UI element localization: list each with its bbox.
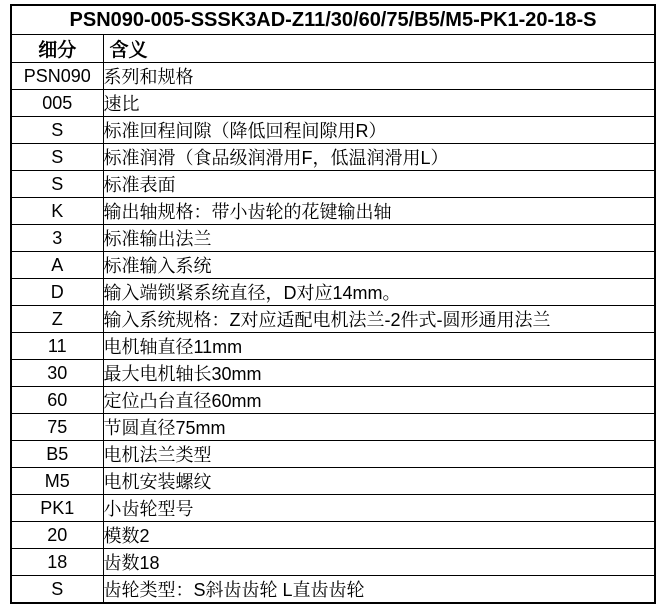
code-cell: 18 <box>11 549 103 576</box>
column-header-meaning: 含义 <box>103 35 655 63</box>
meaning-cell: 标准表面 <box>103 171 655 198</box>
table-row <box>11 171 655 198</box>
table-row <box>11 549 655 576</box>
meaning-cell: 齿数18 <box>103 549 655 576</box>
code-cell: S <box>11 576 103 604</box>
table-row <box>11 333 655 360</box>
code-cell: 30 <box>11 360 103 387</box>
table-row <box>11 252 655 279</box>
meaning-cell: 电机安装螺纹 <box>103 468 655 495</box>
table-row <box>11 441 655 468</box>
code-cell: Z <box>11 306 103 333</box>
table-row <box>11 144 655 171</box>
table-body <box>11 63 655 604</box>
table-row <box>11 360 655 387</box>
code-cell: B5 <box>11 441 103 468</box>
meaning-cell: 输入系统规格：Z对应适配电机法兰-2件式-圆形通用法兰 <box>103 306 655 333</box>
meaning-cell: 节圆直径75mm <box>103 414 655 441</box>
meaning-cell: 模数2 <box>103 522 655 549</box>
column-header-code: 细分 <box>11 35 103 63</box>
table-row <box>11 117 655 144</box>
meaning-cell: 电机轴直径11mm <box>103 333 655 360</box>
table-row <box>11 576 655 604</box>
meaning-cell: 定位凸台直径60mm <box>103 387 655 414</box>
table-row <box>11 495 655 522</box>
code-cell: PK1 <box>11 495 103 522</box>
code-cell: S <box>11 117 103 144</box>
table-row <box>11 414 655 441</box>
meaning-cell: 小齿轮型号 <box>103 495 655 522</box>
table-row <box>11 225 655 252</box>
code-cell: A <box>11 252 103 279</box>
meaning-cell: 齿轮类型：S斜齿齿轮 L直齿齿轮 <box>103 576 655 604</box>
meaning-cell: 输入端锁紧系统直径，D对应14mm。 <box>103 279 655 306</box>
code-cell: D <box>11 279 103 306</box>
table-row <box>11 90 655 117</box>
code-cell: PSN090 <box>11 63 103 90</box>
meaning-cell: 标准回程间隙（降低回程间隙用R） <box>103 117 655 144</box>
code-cell: 20 <box>11 522 103 549</box>
meaning-cell: 标准输入系统 <box>103 252 655 279</box>
code-cell: K <box>11 198 103 225</box>
code-cell: 3 <box>11 225 103 252</box>
code-cell: S <box>11 144 103 171</box>
meaning-cell: 系列和规格 <box>103 63 655 90</box>
code-cell: 005 <box>11 90 103 117</box>
table-row <box>11 63 655 90</box>
code-cell: 60 <box>11 387 103 414</box>
part-number-title: PSN090-005-SSSK3AD-Z11/30/60/75/B5/M5-PK1-20-18-S <box>11 5 655 35</box>
part-number-spec-table <box>10 4 656 604</box>
meaning-cell: 标准输出法兰 <box>103 225 655 252</box>
meaning-cell: 最大电机轴长30mm <box>103 360 655 387</box>
code-cell: 11 <box>11 333 103 360</box>
code-cell: 75 <box>11 414 103 441</box>
table-row <box>11 306 655 333</box>
meaning-cell: 输出轴规格：带小齿轮的花键输出轴 <box>103 198 655 225</box>
code-cell: M5 <box>11 468 103 495</box>
meaning-cell: 标准润滑（食品级润滑用F，低温润滑用L） <box>103 144 655 171</box>
meaning-cell: 电机法兰类型 <box>103 441 655 468</box>
table-row <box>11 387 655 414</box>
table-row <box>11 522 655 549</box>
meaning-cell: 速比 <box>103 90 655 117</box>
table-row <box>11 198 655 225</box>
code-cell: S <box>11 171 103 198</box>
table-row <box>11 279 655 306</box>
column-header-row <box>11 35 655 63</box>
table-row <box>11 468 655 495</box>
table-title-row <box>11 5 655 35</box>
